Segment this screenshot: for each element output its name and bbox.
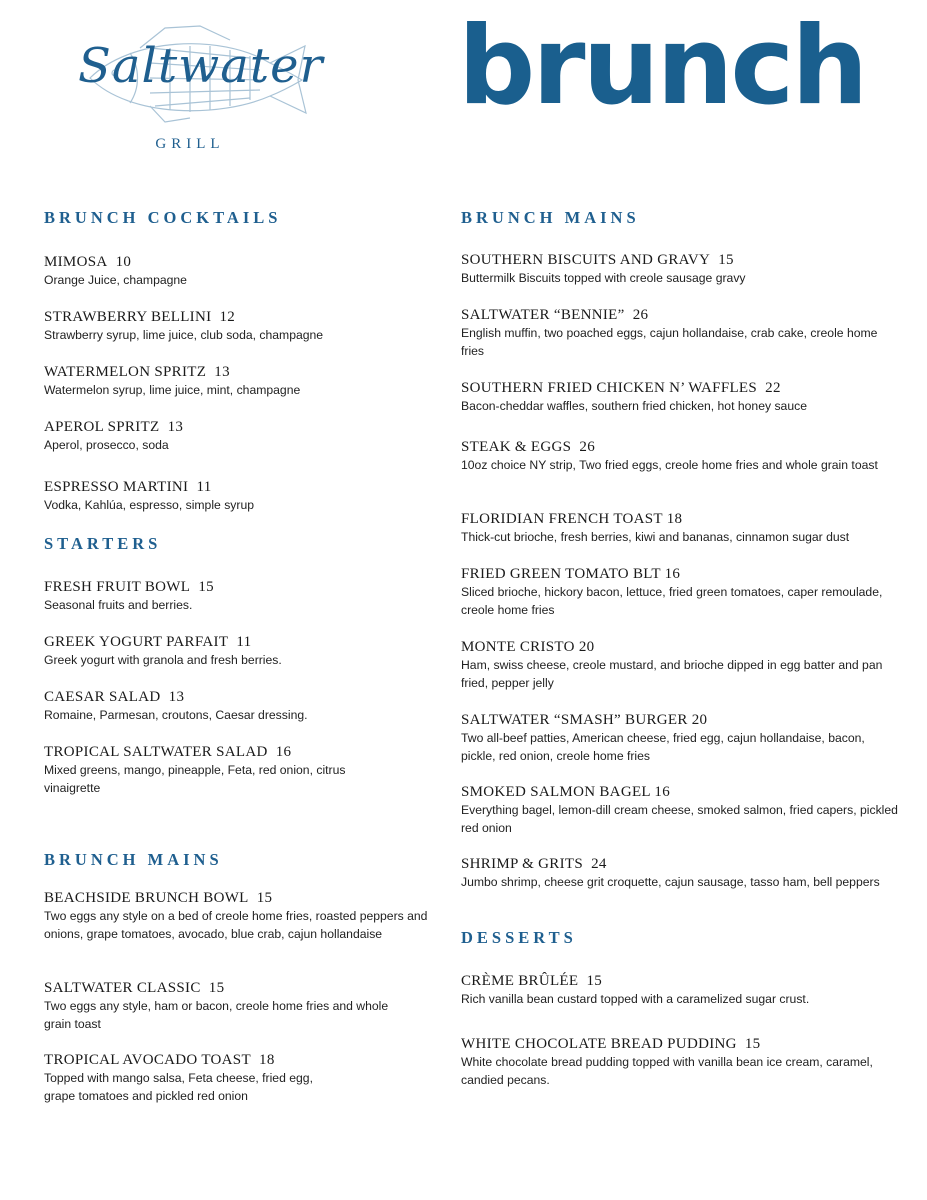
item-price: 15 bbox=[256, 890, 273, 906]
item-name: APEROL SPRITZ bbox=[44, 419, 160, 435]
item-description: Mixed greens, mango, pineapple, Feta, red onion, citrus vinaigrette bbox=[44, 763, 346, 795]
section-title-desserts: DESSERTS bbox=[461, 928, 577, 947]
item-name: SALTWATER “SMASH” BURGER bbox=[461, 712, 688, 728]
page-title: brunch bbox=[458, 4, 866, 129]
item-name: TROPICAL SALTWATER SALAD bbox=[44, 744, 268, 760]
menu-item bbox=[44, 308, 434, 345]
menu-item bbox=[44, 1051, 344, 1105]
item-description: Aperol, prosecco, soda bbox=[44, 438, 169, 452]
item-price: 15 bbox=[744, 1036, 761, 1052]
menu-item bbox=[44, 743, 354, 797]
item-price: 15 bbox=[198, 579, 214, 595]
item-price: 10 bbox=[115, 254, 132, 270]
menu-item bbox=[44, 889, 434, 943]
item-name: FRESH FRUIT BOWL bbox=[44, 579, 191, 595]
item-name: FRIED GREEN TOMATO BLT bbox=[461, 566, 661, 582]
item-name-line bbox=[461, 565, 901, 583]
item-description: Topped with mango salsa, Feta cheese, fried egg, grape tomatoes and pickled red onion bbox=[44, 1071, 313, 1103]
item-name: CAESAR SALAD bbox=[44, 689, 161, 705]
item-name: SALTWATER CLASSIC bbox=[44, 980, 201, 996]
menu-item bbox=[461, 251, 901, 288]
item-name-line bbox=[461, 379, 901, 397]
item-name: SOUTHERN FRIED CHICKEN N’ WAFFLES bbox=[461, 380, 758, 396]
logo bbox=[70, 18, 324, 152]
menu-item bbox=[44, 578, 434, 615]
item-price: 13 bbox=[214, 364, 230, 380]
menu-item bbox=[461, 565, 901, 619]
item-price: 12 bbox=[219, 309, 236, 325]
item-name-line bbox=[44, 418, 434, 436]
item-price: 16 bbox=[664, 566, 681, 582]
menu-item bbox=[461, 638, 901, 692]
menu-item bbox=[461, 711, 901, 765]
item-description: Greek yogurt with granola and fresh berries. bbox=[44, 653, 282, 667]
item-price: 15 bbox=[586, 973, 603, 989]
menu-item bbox=[461, 783, 901, 837]
item-name: SALTWATER “BENNIE” bbox=[461, 307, 625, 323]
item-name: MONTE CRISTO bbox=[461, 639, 575, 655]
menu-item bbox=[44, 979, 394, 1033]
item-description: Bacon-cheddar waffles, southern fried chicken, hot honey sauce bbox=[461, 399, 807, 413]
menu-item bbox=[461, 379, 901, 416]
item-name-line bbox=[44, 478, 434, 496]
logo-script-text: Saltwater bbox=[78, 38, 324, 94]
item-name: GREEK YOGURT PARFAIT bbox=[44, 634, 229, 650]
item-description: White chocolate bread pudding topped with vanilla bean ice cream, caramel, candied pecans. bbox=[461, 1055, 873, 1087]
menu-item bbox=[44, 253, 434, 290]
item-description: Rich vanilla bean custard topped with a caramelized sugar crust. bbox=[461, 992, 810, 1006]
item-name: MIMOSA bbox=[44, 254, 108, 270]
item-name-line bbox=[461, 510, 901, 528]
item-name: FLORIDIAN FRENCH TOAST bbox=[461, 511, 663, 527]
item-description: Jumbo shrimp, cheese grit croquette, cajun sausage, tasso ham, bell peppers bbox=[461, 875, 880, 889]
item-name-line bbox=[461, 855, 901, 873]
item-name-line bbox=[44, 633, 434, 651]
item-description: Buttermilk Biscuits topped with creole sausage gravy bbox=[461, 271, 746, 285]
item-name: CRÈME BRÛLÉE bbox=[461, 973, 579, 989]
item-description: Two all-beef patties, American cheese, fried egg, cajun hollandaise, bacon, pickle, red onion, creole home fries bbox=[461, 731, 865, 763]
item-price: 26 bbox=[579, 439, 595, 455]
item-description: Everything bagel, lemon-dill cream cheese, smoked salmon, fried capers, pickled red onion bbox=[461, 803, 898, 835]
item-name: SOUTHERN BISCUITS AND GRAVY bbox=[461, 252, 711, 268]
item-name-line bbox=[461, 972, 901, 990]
item-name: STEAK & EGGS bbox=[461, 439, 572, 455]
item-price: 15 bbox=[718, 252, 734, 268]
item-description: Strawberry syrup, lime juice, club soda, champagne bbox=[44, 328, 324, 342]
item-description: Romaine, Parmesan, croutons, Caesar dressing. bbox=[44, 708, 308, 722]
item-price: 13 bbox=[167, 419, 184, 435]
menu-item bbox=[44, 478, 434, 515]
item-price: 11 bbox=[196, 479, 212, 495]
item-name: ESPRESSO MARTINI bbox=[44, 479, 189, 495]
menu-item bbox=[461, 855, 901, 892]
section-title-mains-right: BRUNCH MAINS bbox=[461, 208, 640, 227]
item-price: 16 bbox=[275, 744, 292, 760]
item-name: TROPICAL AVOCADO TOAST bbox=[44, 1052, 251, 1068]
item-price: 16 bbox=[654, 784, 670, 800]
item-description: Seasonal fruits and berries. bbox=[44, 598, 193, 612]
item-price: 20 bbox=[691, 712, 708, 728]
item-price: 18 bbox=[259, 1052, 275, 1068]
item-price: 20 bbox=[578, 639, 595, 655]
item-name-line bbox=[44, 688, 434, 706]
item-name-line bbox=[461, 251, 901, 269]
logo-subtitle: GRILL bbox=[155, 136, 225, 152]
item-name: WATERMELON SPRITZ bbox=[44, 364, 207, 380]
item-description: Sliced brioche, hickory bacon, lettuce, fried green tomatoes, caper remoulade, creole home fries bbox=[461, 585, 883, 617]
item-description: Vodka, Kahlúa, espresso, simple syrup bbox=[44, 498, 255, 512]
menu-item bbox=[44, 418, 434, 455]
item-description: Two eggs any style, ham or bacon, creole home fries and whole grain toast bbox=[44, 999, 389, 1031]
item-name-line bbox=[44, 308, 434, 326]
item-price: 13 bbox=[168, 689, 185, 705]
item-name: STRAWBERRY BELLINI bbox=[44, 309, 212, 325]
menu-item bbox=[461, 510, 901, 547]
item-description: Ham, swiss cheese, creole mustard, and brioche dipped in egg batter and pan fried, pepper jelly bbox=[461, 658, 883, 690]
item-name-line bbox=[461, 438, 901, 456]
item-price: 26 bbox=[632, 307, 649, 323]
item-name: BEACHSIDE BRUNCH BOWL bbox=[44, 890, 249, 906]
menu-item bbox=[44, 633, 434, 670]
item-name-line bbox=[461, 306, 901, 324]
item-price: 15 bbox=[208, 980, 225, 996]
item-name-line bbox=[461, 783, 901, 801]
menu-item bbox=[461, 306, 901, 360]
section-title-mains-left: BRUNCH MAINS bbox=[44, 850, 223, 869]
item-name-line bbox=[44, 743, 354, 761]
menu-item bbox=[44, 363, 434, 400]
item-name-line bbox=[44, 979, 394, 997]
menu-item bbox=[44, 688, 434, 725]
menu-item bbox=[461, 438, 901, 475]
item-name-line bbox=[44, 889, 434, 907]
item-name-line bbox=[461, 1035, 901, 1053]
item-price: 18 bbox=[666, 511, 683, 527]
item-price: 24 bbox=[591, 856, 607, 872]
item-name-line bbox=[44, 578, 434, 596]
item-name-line bbox=[44, 363, 434, 381]
item-description: English muffin, two poached eggs, cajun hollandaise, crab cake, creole home fries bbox=[461, 326, 878, 358]
section-title-starters: STARTERS bbox=[44, 534, 162, 553]
item-description: Orange Juice, champagne bbox=[44, 273, 187, 287]
item-price: 11 bbox=[236, 634, 252, 650]
item-name-line bbox=[461, 711, 901, 729]
item-description: Two eggs any style on a bed of creole home fries, roasted peppers and onions, grape tomatoes, avocado, blue crab, cajun hollandaise bbox=[44, 909, 428, 941]
menu-item bbox=[461, 1035, 901, 1089]
item-description: Watermelon syrup, lime juice, mint, champagne bbox=[44, 383, 301, 397]
item-price: 22 bbox=[765, 380, 781, 396]
item-name: WHITE CHOCOLATE BREAD PUDDING bbox=[461, 1036, 737, 1052]
item-name: SHRIMP & GRITS bbox=[461, 856, 584, 872]
menu-item bbox=[461, 972, 901, 1009]
section-title-cocktails: BRUNCH COCKTAILS bbox=[44, 208, 282, 227]
item-name-line bbox=[44, 253, 434, 271]
item-description: Thick-cut brioche, fresh berries, kiwi and bananas, cinnamon sugar dust bbox=[461, 530, 850, 544]
item-name-line bbox=[44, 1051, 344, 1069]
item-name: SMOKED SALMON BAGEL bbox=[461, 784, 651, 800]
item-name-line bbox=[461, 638, 901, 656]
item-description: 10oz choice NY strip, Two fried eggs, creole home fries and whole grain toast bbox=[461, 458, 878, 472]
